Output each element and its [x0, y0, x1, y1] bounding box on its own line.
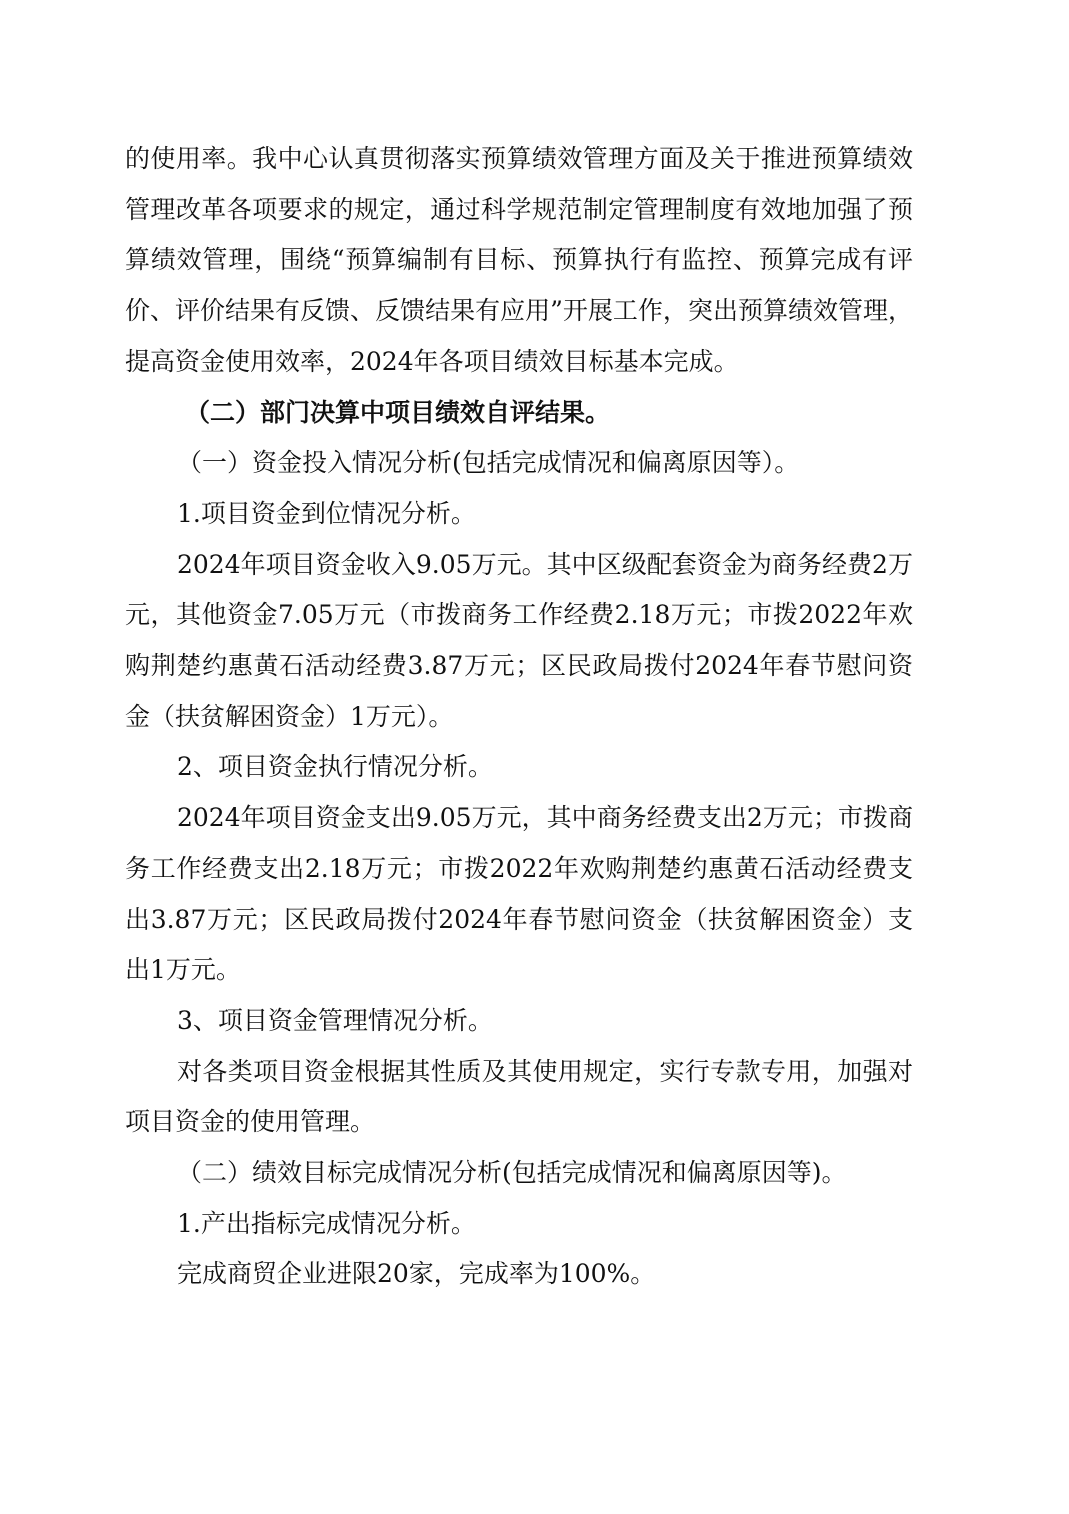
section-heading-self-evaluation-results: （二）部门决算中项目绩效自评结果。: [185, 397, 611, 427]
paragraph-budget-performance-management: 的使用率。我中心认真贯彻落实预算绩效管理方面及关于推进预算绩效管理改革各项要求的规定，通过科学规范制定管理制度有效地加强了预算绩效管理，围绕“预算编制有目标、预算执行有监控、预算完成有评价、评价结果有反馈、反馈结果有应用”开展工作，突出预算绩效管理，提高资金使用效率，2024年各项目绩效目标基本完成。: [125, 144, 913, 376]
subheading-fund-arrival-analysis: 1.项目资金到位情况分析。: [177, 498, 476, 528]
paragraph-output-result: 完成商贸企业进限20家，完成率为100%。: [177, 1259, 656, 1289]
subheading-fund-input-analysis: （一）资金投入情况分析(包括完成情况和偏离原因等）。: [177, 448, 800, 478]
document-body: [125, 134, 913, 1300]
subheading-output-indicator-analysis: 1.产出指标完成情况分析。: [177, 1208, 476, 1238]
subheading-fund-management-analysis: 3、项目资金管理情况分析。: [177, 1005, 493, 1035]
paragraph-fund-expenditure: 2024年项目资金支出9.05万元，其中商务经费支出2万元；市拨商务工作经费支出2.18万元；市拨2022年欢购荆楚约惠黄石活动经费支出3.87万元；区民政局拨付2024年春节慰问资金（扶贫解困资金）支出1万元。: [125, 803, 913, 985]
subheading-performance-goal-analysis: （二）绩效目标完成情况分析(包括完成情况和偏离原因等)。: [177, 1158, 847, 1188]
subheading-fund-execution-analysis: 2、项目资金执行情况分析。: [177, 752, 493, 782]
paragraph-fund-income: 2024年项目资金收入9.05万元。其中区级配套资金为商务经费2万元，其他资金7.05万元（市拨商务工作经费2.18万元；市拨2022年欢购荆楚约惠黄石活动经费3.87万元；区民政局拨付2024年春节慰问资金（扶贫解困资金）1万元）。: [125, 549, 913, 731]
paragraph-fund-management: 对各类项目资金根据其性质及其使用规定，实行专款专用，加强对项目资金的使用管理。: [125, 1056, 913, 1137]
